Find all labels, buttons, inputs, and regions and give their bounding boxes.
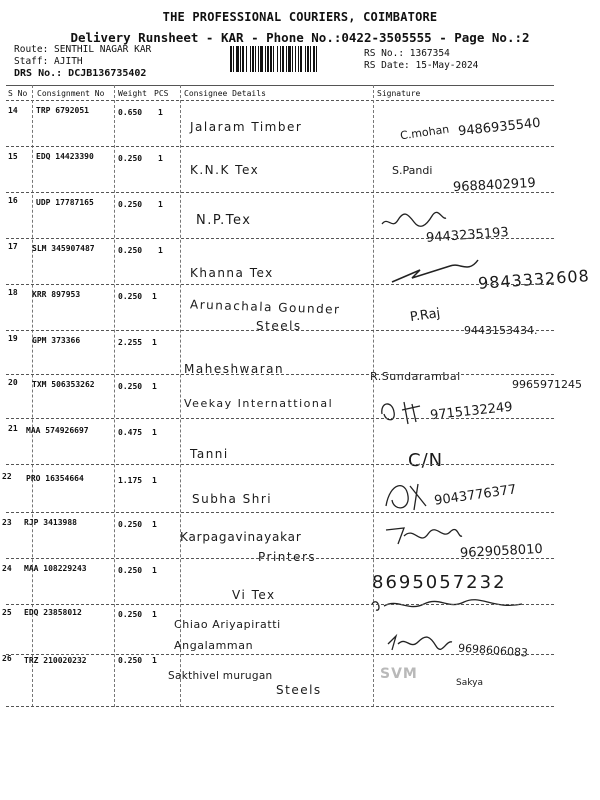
row-signature: P.Raj xyxy=(409,305,442,326)
column-divider xyxy=(180,85,181,707)
rs-date: RS Date: 15-May-2024 xyxy=(364,60,479,71)
row-sno: 23 xyxy=(2,518,12,527)
row-consignee-line2: Steels xyxy=(276,683,322,697)
row-sno: 18 xyxy=(8,288,18,297)
row-pcs: 1 xyxy=(152,656,157,665)
col-header-consignment: Consignment No xyxy=(37,89,105,98)
row-divider xyxy=(6,654,554,655)
signature-scribble xyxy=(380,476,432,516)
table-top-rule xyxy=(6,85,554,86)
column-divider xyxy=(114,85,115,707)
row-weight: 0.250 xyxy=(118,610,143,619)
runsheet-subtitle: Delivery Runsheet - KAR - Phone No.:0422-3505555 - Page No.:2 xyxy=(70,30,530,45)
row-signature: Sakya xyxy=(456,678,483,688)
row-consignee: Chiao Ariyapiratti xyxy=(174,618,281,631)
row-weight: 0.250 xyxy=(118,200,143,209)
row-divider xyxy=(6,418,554,419)
row-phone: 9043776377 xyxy=(433,482,518,509)
row-consignment: TRZ 210020232 xyxy=(24,656,87,665)
row-pcs: 1 xyxy=(152,338,157,347)
row-pcs: 1 xyxy=(152,610,157,619)
row-pcs: 1 xyxy=(158,200,163,209)
row-weight: 0.250 xyxy=(118,154,143,163)
col-header-sno: S No xyxy=(8,89,28,98)
row-divider xyxy=(6,464,554,465)
staff-line: Staff: AJITH xyxy=(14,56,83,67)
row-pcs: 1 xyxy=(158,108,163,117)
col-header-weight: Weight xyxy=(118,89,147,98)
row-pcs: 1 xyxy=(152,292,157,301)
row-consignee: Subha Shri xyxy=(192,492,273,506)
signature-scribble xyxy=(384,522,464,550)
row-sno: 14 xyxy=(8,106,18,115)
row-consignment: RJP 3413988 xyxy=(24,518,77,527)
row-pcs: 1 xyxy=(152,566,157,575)
rs-number: RS No.: 1367354 xyxy=(364,48,450,59)
row-pcs: 1 xyxy=(152,428,157,437)
row-consignment: TXM 506353262 xyxy=(32,380,95,389)
row-consignee-line2: Angalamman xyxy=(174,639,254,652)
row-consignment: MAA 108229243 xyxy=(24,564,87,573)
row-consignment: UDP 17787165 xyxy=(36,198,94,207)
row-sno: 19 xyxy=(8,334,18,343)
row-divider xyxy=(6,374,554,375)
row-pcs: 1 xyxy=(152,520,157,529)
row-weight: 0.250 xyxy=(118,520,143,529)
row-signature: R.Sundarambal xyxy=(370,370,461,383)
signature-scribble xyxy=(390,256,480,286)
row-signature: C/N xyxy=(408,450,444,471)
row-pcs: 1 xyxy=(152,382,157,391)
signature-scribble xyxy=(368,594,528,616)
row-phone: 9486935540 xyxy=(457,115,542,140)
row-consignment: SLM 345907487 xyxy=(32,244,95,253)
row-consignee: Khanna Tex xyxy=(190,266,274,280)
row-consignee: K.N.K Tex xyxy=(190,163,260,177)
row-consignment: PRO 16354664 xyxy=(26,474,84,483)
row-weight: 0.250 xyxy=(118,292,143,301)
row-sno: 21 xyxy=(8,424,18,433)
row-sno: 26 xyxy=(2,654,12,663)
rs-info xyxy=(364,48,478,72)
row-weight: 0.250 xyxy=(118,656,143,665)
row-consignee: Arunachala Gounder xyxy=(189,297,341,317)
row-weight: 0.250 xyxy=(118,382,143,391)
row-consignment: KRR 897953 xyxy=(32,290,81,299)
row-sno: 17 xyxy=(8,242,18,251)
row-pcs: 1 xyxy=(152,476,157,485)
row-phone: 9688402919 xyxy=(452,175,537,196)
row-consignment: GPM 373366 xyxy=(32,336,81,345)
row-phone: 9698606083 xyxy=(457,641,529,660)
row-consignment: EDQ 14423390 xyxy=(36,152,94,161)
route-info xyxy=(14,44,151,80)
row-divider xyxy=(6,330,554,331)
route-line: Route: SENTHIL NAGAR KAR xyxy=(14,44,152,55)
row-weight: 2.255 xyxy=(118,338,143,347)
row-signature: S.Pandi xyxy=(392,164,433,177)
row-divider xyxy=(6,512,554,513)
row-consignee: Veekay Internattional xyxy=(184,397,334,410)
col-header-pcs: PCS xyxy=(154,89,169,98)
row-phone: 8695057232 xyxy=(372,572,507,593)
row-consignee: Tanni xyxy=(190,447,229,461)
drs-number: DRS No.: DCJB136735402 xyxy=(14,68,147,79)
row-phone: 9843332608 xyxy=(477,266,591,293)
table-bottom-rule xyxy=(6,706,554,707)
row-pcs: 1 xyxy=(158,246,163,255)
row-divider xyxy=(6,238,554,239)
row-sno: 20 xyxy=(8,378,18,387)
row-sno: 16 xyxy=(8,196,18,205)
document-title: THE PROFESSIONAL COURIERS, COIMBATORE xyxy=(162,10,438,24)
signature-scribble xyxy=(378,396,434,426)
row-phone: 9443153434. xyxy=(464,324,538,337)
row-sno: 25 xyxy=(2,608,12,617)
row-weight: 1.175 xyxy=(118,476,143,485)
row-sno: 24 xyxy=(2,564,12,573)
row-consignee-line2: Steels xyxy=(256,319,302,333)
row-pcs: 1 xyxy=(158,154,163,163)
row-sno: 15 xyxy=(8,152,18,161)
svm-stamp: SVM xyxy=(380,666,418,682)
row-divider xyxy=(6,146,554,147)
row-signature: C.mohan xyxy=(399,122,450,143)
row-phone: 9715132249 xyxy=(429,399,514,424)
row-consignment: TRP 6792051 xyxy=(36,106,89,115)
row-divider xyxy=(6,604,554,605)
row-weight: 0.650 xyxy=(118,108,143,117)
row-weight: 0.475 xyxy=(118,428,143,437)
col-header-consignee: Consignee Details xyxy=(184,89,266,98)
row-weight: 0.250 xyxy=(118,566,143,575)
barcode-image xyxy=(230,46,356,72)
row-consignee: N.P.Tex xyxy=(196,213,252,228)
signature-scribble xyxy=(386,630,454,654)
col-header-signature: Signature xyxy=(377,89,421,98)
row-consignee: Sakthivel murugan xyxy=(168,670,273,682)
row-divider xyxy=(6,284,554,285)
row-consignee-line2: Printers xyxy=(258,550,317,564)
row-phone: 9443235193 xyxy=(425,225,510,246)
row-consignee: Maheshwaran xyxy=(184,362,285,376)
row-consignee: Karpagavinayakar xyxy=(180,530,302,544)
row-divider xyxy=(6,192,554,193)
row-consignee: Jalaram Timber xyxy=(190,120,303,134)
header-rule xyxy=(6,100,554,101)
row-sno: 22 xyxy=(2,472,12,481)
row-consignment: MAA 574926697 xyxy=(26,426,89,435)
row-phone: 9965971245 xyxy=(512,378,582,391)
row-divider xyxy=(6,558,554,559)
row-phone: 9629058010 xyxy=(459,541,544,562)
row-weight: 0.250 xyxy=(118,246,143,255)
row-consignee: Vi Tex xyxy=(232,588,276,602)
row-consignment: EDQ 23858012 xyxy=(24,608,82,617)
